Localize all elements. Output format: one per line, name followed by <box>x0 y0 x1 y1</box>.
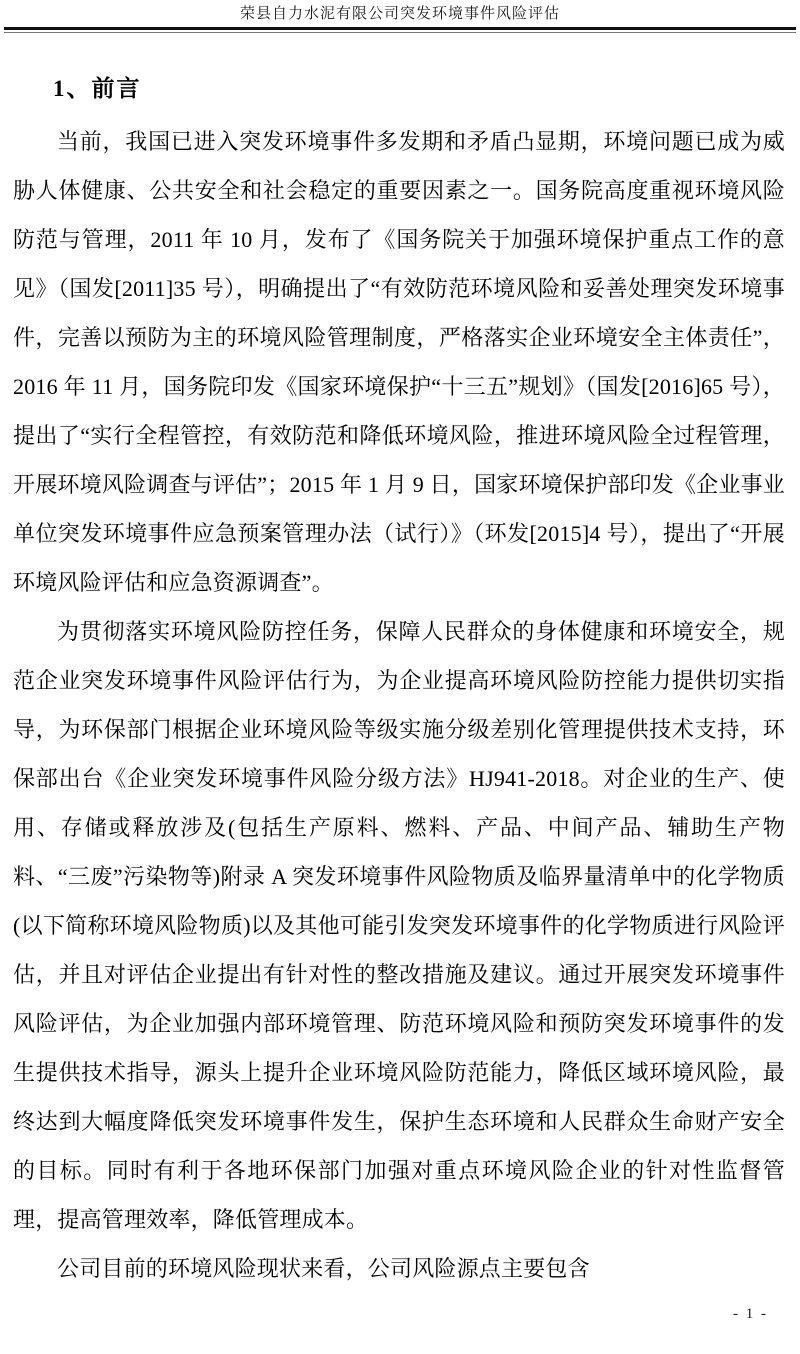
paragraph-1: 当前，我国已进入突发环境事件多发期和矛盾凸显期，环境问题已成为威胁人体健康、公共安全和社会稳定的重要因素之一。国务院高度重视环境风险防范与管理，2011 年 10 月，发布了《国务院关于加强环境保护重点工作的意见》（国发[2011]35 号），明确提出了“有效防范环境风险和妥善处理突发环境事件，完善以预防为主的环境风险管理制度，严格落实企业环境安全主体责任”，2016 年 11 月，国务院印发《国家环境保护“十三五”规划》（国发[2016]65 号），提出了“实行全程管控，有效防范和降低环境风险，推进环境风险全过程管理，开展环境风险调查与评估”；2015 年 1 月 9 日，国家环境保护部印发《企业事业单位突发环境事件应急预案管理办法（试行）》（环发[2015]4 号），提出了“开展环境风险评估和应急资源调查”。 <box>13 129 785 595</box>
paragraph-3: 公司目前的环境风险现状来看，公司风险源点主要包含 <box>57 1256 590 1281</box>
document-body <box>0 74 800 1293</box>
running-header <box>0 0 800 33</box>
header-rule-thick <box>4 27 796 30</box>
header-title: 荣县自力水泥有限公司突发环境事件风险评估 <box>239 6 560 22</box>
section-heading: 1、前言 <box>53 76 142 101</box>
header-rule-thin <box>4 32 796 33</box>
paragraph-2: 为贯彻落实环境风险防控任务，保障人民群众的身体健康和环境安全，规范企业突发环境事件风险评估行为，为企业提高环境风险防控能力提供切实指导，为环保部门根据企业环境风险等级实施分级差别化管理提供技术支持，环保部出台《企业突发环境事件风险分级方法》HJ941-2018。对企业的生产、使用、存储或释放涉及(包括生产原料、燃料、产品、中间产品、辅助生产物料、“三废”污染物等)附录 A 突发环境事件风险物质及临界量清单中的化学物质(以下简称环境风险物质)以及其他可能引发突发环境事件的化学物质进行风险评估，并且对评估企业提出有针对性的整改措施及建议。通过开展突发环境事件风险评估，为企业加强内部环境管理、防范环境风险和预防突发环境事件的发生提供技术指导，源头上提升企业环境风险防范能力，降低区域环境风险，最终达到大幅度降低突发环境事件发生，保护生态环境和人民群众生命财产安全的目标。同时有利于各地环保部门加强对重点环境风险企业的针对性监督管理，提高管理效率，降低管理成本。 <box>13 619 785 1232</box>
page-number: - 1 - <box>733 1306 768 1322</box>
